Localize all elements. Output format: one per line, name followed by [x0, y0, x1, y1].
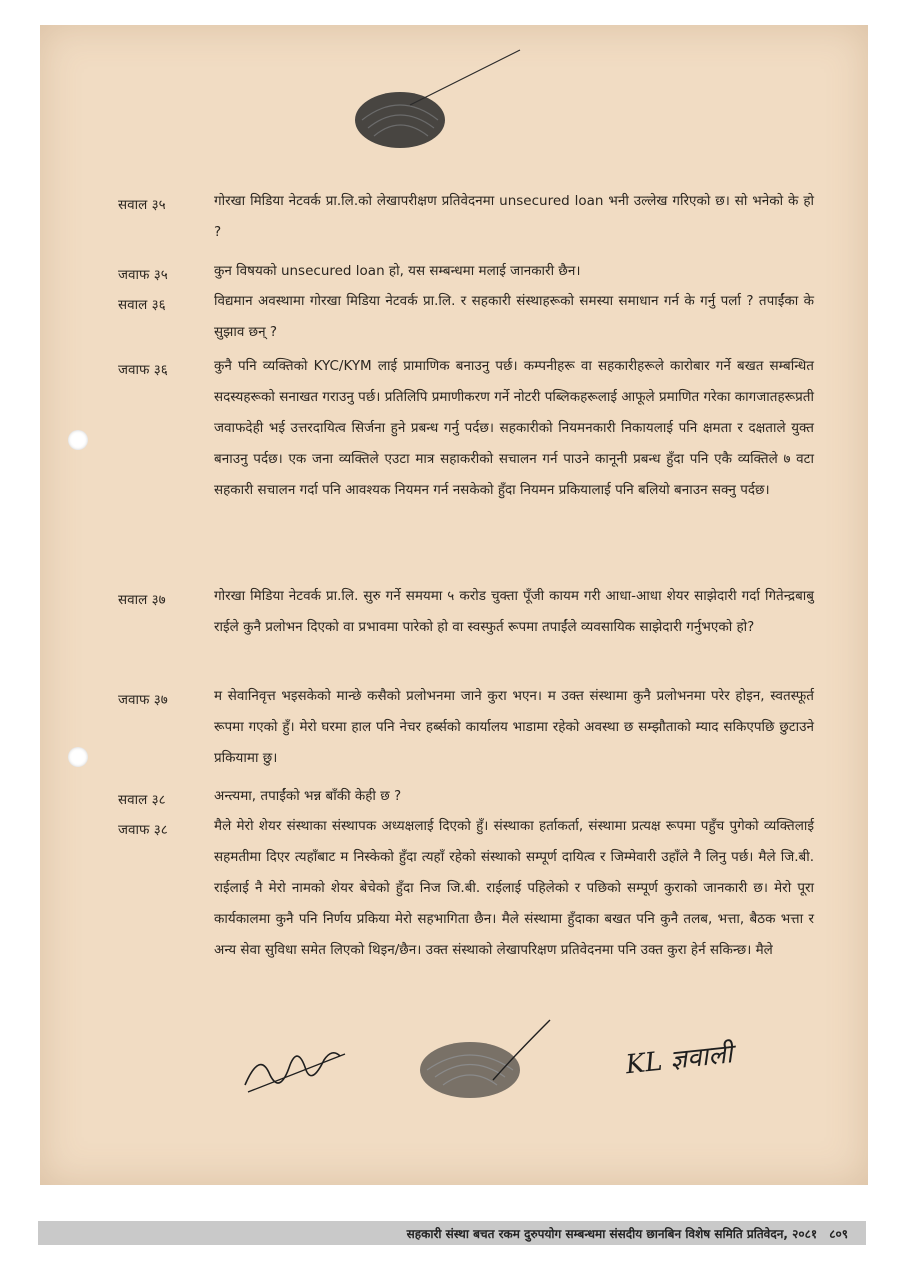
entry-label: जवाफ ३८ [118, 822, 168, 838]
footer-title: सहकारी संस्था बचत रकम दुरुपयोग सम्बन्धमा संसदीय छानबिन विशेष समिति प्रतिवेदन, २०८१ [406, 1227, 818, 1241]
fingerprint-bottom-icon [415, 1025, 555, 1105]
entry-text: विद्यमान अवस्थामा गोरखा मिडिया नेटवर्क प्रा.लि. र सहकारी संस्थाहरूको समस्या समाधान गर्न के गर्नु पर्ला ? तपाईंका के सुझाव छन् ? [214, 293, 814, 340]
punch-hole [68, 747, 88, 767]
entry-label: सवाल ३५ [118, 197, 166, 213]
fingerprint-top-icon [350, 80, 470, 150]
page-number: ८०९ [829, 1227, 848, 1241]
signature-left-icon [240, 1030, 350, 1100]
entry-label: जवाफ ३६ [118, 362, 168, 378]
entry-label: सवाल ३७ [118, 592, 166, 608]
signature-right-text: KL ज्ञवाली [624, 1039, 734, 1081]
entry-label: जवाफ ३७ [118, 692, 168, 708]
signature-right-icon [625, 1035, 825, 1095]
entry-text: मैले मेरो शेयर संस्थाका संस्थापक अध्यक्षलाई दिएको हुँ। संस्थाका हर्ताकर्ता, संस्थामा प्रत्यक्ष रूपमा पहुँच पुगेको व्यक्तिलाई सहमतीमा दिएर त्यहाँबाट म निस्केको हुँदा त्यहाँ रहेको संस्थाको सम्पूर्ण दायित्व र जिम्मेवारी उहाँले नै लिनु पर्छ। मैले जि.बी. राईलाई नै मेरो नामको शेयर बेचेको हुँदा निज जि.बी. राईलाई पहिलेको र पछिको सम्पूर्ण कुराको जानकारी छ। मेरो पूरा कार्यकालमा कुनै पनि निर्णय प्रकिया मेरो सहभागिता छैन। मैले संस्थामा हुँदाका बखत पनि कुनै तलब, भत्ता, बैठक भत्ता र अन्य सेवा सुविधा समेत लिएको थिइन/छैन। उक्त संस्थाको लेखापरिक्षण प्रतिवेदनमा पनि उक्त कुरा हेर्न सकिन्छ। मैले [214, 818, 814, 958]
entry-text: कुन विषयको unsecured loan हो, यस सम्बन्धमा मलाई जानकारी छैन। [214, 263, 581, 279]
entry-text: कुनै पनि व्यक्तिको KYC/KYM लाई प्रामाणिक बनाउनु पर्छ। कम्पनीहरू वा सहकारीहरूले कारोबार गर्ने बखत सम्बन्धित सदस्यहरूको सनाखत गराउनु पर्छ। प्रतिलिपि प्रमाणीकरण गर्ने नोटरी पब्लिकहरूलाई आफूले प्रमाणित गरेका कागजातहरूप्रती जवाफदेही भई उत्तरदायित्व सिर्जना हुने प्रबन्ध गर्नु पर्दछ। सहकारीको नियमनकारी निकायलाई पनि क्षमता र दक्षताले युक्त बनाउनु पर्दछ। एक जना व्यक्तिले एउटा मात्र सहाकरीको सचालन गर्न पाउने कानूनी प्रबन्ध हुँदा पनि एकै व्यक्तिले ७ वटा सहकारी सचालन गर्दा पनि आवश्यक नियमन गर्न नसकेको हुँदा नियमन प्रकियालाई पनि बलियो बनाउन सक्नु पर्दछ। [214, 358, 814, 498]
entry-label: जवाफ ३५ [118, 267, 168, 283]
page-footer [38, 1221, 866, 1245]
entry-label: सवाल ३८ [118, 792, 166, 808]
punch-hole [68, 430, 88, 450]
entry-text: अन्त्यमा, तपाईंको भन्न बाँकी केही छ ? [214, 788, 402, 804]
entry-label: सवाल ३६ [118, 297, 166, 313]
entry-text: गोरखा मिडिया नेटवर्क प्रा.लि.को लेखापरीक्षण प्रतिवेदनमा unsecured loan भनी उल्लेख गरिएको छ। सो भनेको के हो ? [214, 193, 814, 240]
entry-text: म सेवानिवृत्त भइसकेको मान्छे कसैको प्रलोभनमा जाने कुरा भएन। म उक्त संस्थामा कुनै प्रलोभनमा परेर होइन, स्वतस्फूर्त रूपमा गएको हुँ। मेरो घरमा हाल पनि नेचर हर्ब्सको कार्यालय भाडामा रहेको अवस्था छ सम्झौताको म्याद सकिएपछि छुटाउने प्रकियामा छु। [214, 688, 814, 766]
document-page [40, 25, 868, 1185]
entry-text: गोरखा मिडिया नेटवर्क प्रा.लि. सुरु गर्ने समयमा ५ करोड चुक्ता पूँजी कायम गरी आधा-आधा शेयर साझेदारी गर्दा गितेन्द्रबाबु राईले कुनै प्रलोभन दिएको वा प्रभावमा पारेको हो वा स्वस्फुर्त रूपमा तपाईंले व्यवसायिक साझेदारी गर्नुभएको हो? [214, 588, 814, 635]
